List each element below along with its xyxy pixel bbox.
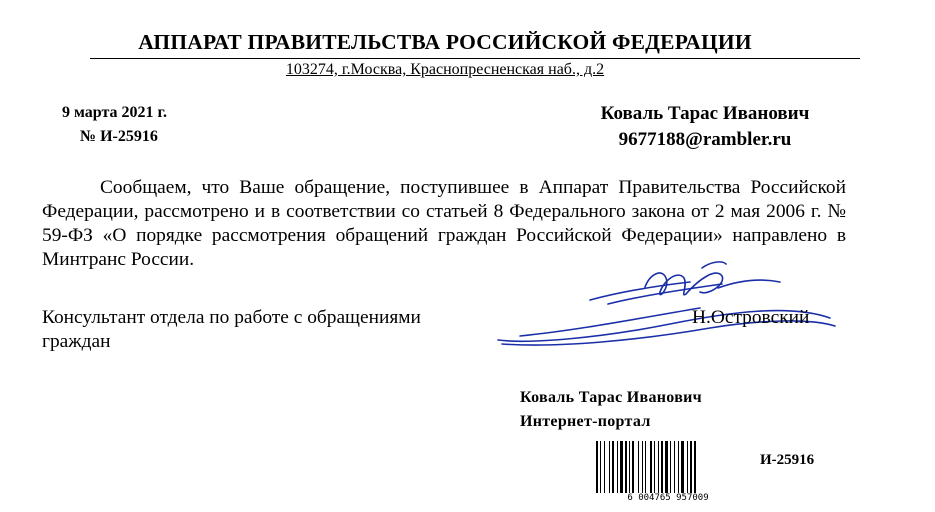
barcode-bar	[678, 441, 679, 493]
barcode-bar	[690, 441, 692, 493]
barcode-bar	[642, 441, 643, 493]
barcode-bar	[665, 441, 668, 493]
barcode-digits: 6 004765 957009	[627, 493, 709, 503]
stamp-recipient-name: Коваль Тарас Иванович	[520, 389, 702, 406]
barcode-bar	[600, 441, 601, 493]
recipient-name: Коваль Тарас Иванович	[600, 103, 810, 124]
recipient-email: 9677188@rambler.ru	[618, 129, 792, 150]
address-text: 103274, г.Москва, Краснопресненская наб., д.2	[285, 61, 605, 78]
stamp-number: И-25916	[760, 452, 815, 468]
barcode-bar	[629, 441, 630, 493]
barcode-bar	[645, 441, 646, 493]
barcode-bar	[670, 441, 671, 493]
barcode-bar	[617, 441, 618, 493]
organization-header: АППАРАТ ПРАВИТЕЛЬСТВА РОССИЙСКОЙ ФЕДЕРАЦИИ	[138, 30, 752, 54]
barcode-bar	[604, 441, 605, 493]
header-divider	[90, 58, 860, 59]
barcode	[594, 441, 742, 493]
barcode-bar	[674, 441, 675, 493]
barcode-bar	[632, 441, 634, 493]
barcode-bar	[609, 441, 610, 493]
letter-date: 9 марта 2021 г.	[62, 104, 167, 121]
organization-address	[0, 61, 890, 79]
barcode-bar	[687, 441, 688, 493]
barcode-bar	[596, 441, 598, 493]
signatory-position: Консультант отдела по работе с обращениями граждан	[42, 307, 421, 352]
barcode-bar	[620, 441, 623, 493]
barcode-bar	[625, 441, 627, 493]
signatory-name: Н.Островский	[692, 307, 810, 328]
barcode-bar	[658, 441, 659, 493]
handwritten-signature	[490, 252, 840, 352]
barcode-bar	[654, 441, 655, 493]
barcode-bar	[650, 441, 652, 493]
letter-body-text: Сообщаем, что Ваше обращение, поступившее в Аппарат Правительства Российской Федерации, рассмотрено и в соответствии со статьей 8 Федерального закона от 2 мая 2006 г. № 59-ФЗ «О порядке рассмотрения обращений граждан Российской Федерации» направлено в Минтранс России.	[42, 177, 846, 270]
barcode-bar	[694, 441, 696, 493]
barcode-bar	[612, 441, 614, 493]
letter-number: № И-25916	[80, 128, 158, 145]
barcode-bar	[681, 441, 684, 493]
stamp-channel: Интернет-портал	[520, 413, 651, 430]
barcode-bar	[661, 441, 663, 493]
barcode-bar	[638, 441, 639, 493]
